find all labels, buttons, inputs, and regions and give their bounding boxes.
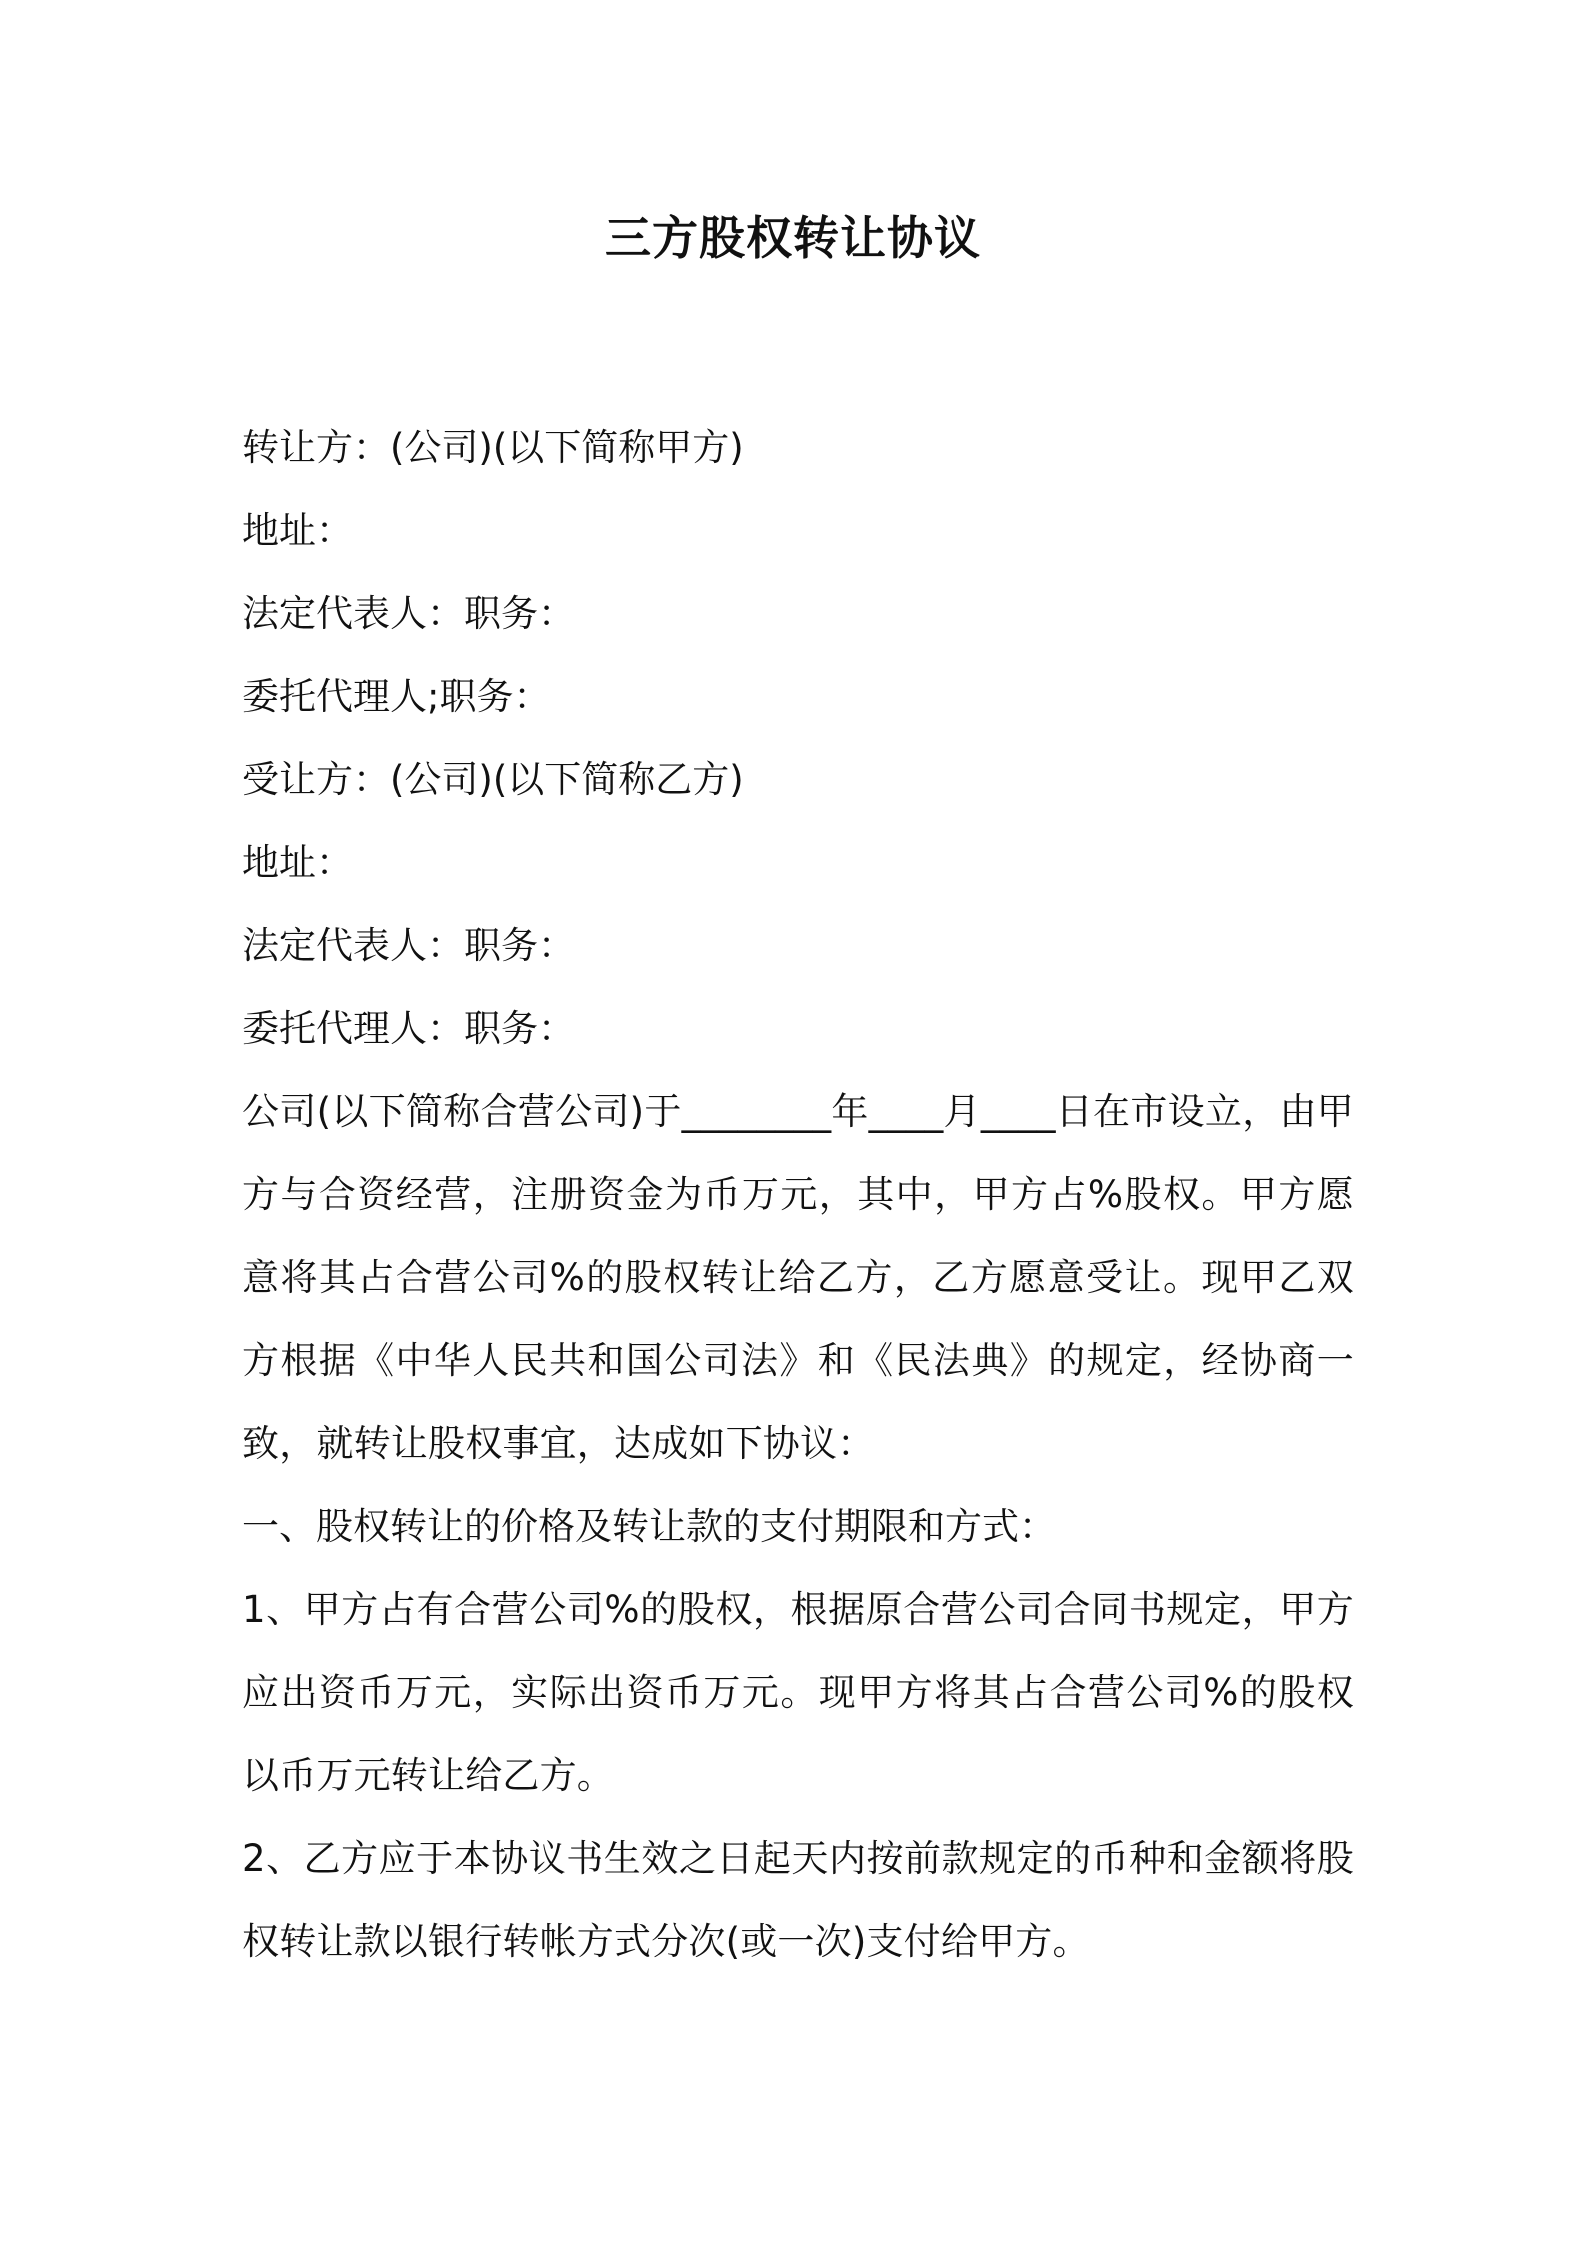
section-1-heading: 一、股权转让的价格及转让款的支付期限和方式：	[242, 1505, 1056, 1548]
section-1-item-2: 2、乙方应于本协议书生效之日起天内按前款规定的币种和金额将股权转让款以银行转帐方式分次(或一次)支付给甲方。	[242, 1837, 1354, 1963]
transferor-line: 转让方：(公司)(以下简称甲方)	[242, 426, 744, 469]
transferor-address: 地址：	[242, 509, 353, 552]
document-body	[242, 406, 1354, 1983]
document-title: 三方股权转让协议	[605, 211, 981, 265]
transferor-legal-rep: 法定代表人：职务：	[242, 592, 575, 635]
transferee-line: 受让方：(公司)(以下简称乙方)	[242, 758, 744, 801]
intro-paragraph: 公司(以下简称合营公司)于________年____月____日在市设立，由甲方与合资经营，注册资金为币万元，其中，甲方占%股权。甲方愿意将其占合营公司%的股权转让给乙方，乙方愿意受让。现甲乙双方根据《中华人民共和国公司法》和《民法典》的规定，经协商一致，就转让股权事宜，达成如下协议：	[242, 1090, 1354, 1465]
transferee-agent: 委托代理人：职务：	[242, 1007, 575, 1050]
section-1-item-1: 1、甲方占有合营公司%的股权，根据原合营公司合同书规定，甲方应出资币万元，实际出资币万元。现甲方将其占合营公司%的股权以币万元转让给乙方。	[242, 1588, 1354, 1797]
transferor-agent: 委托代理人;职务：	[242, 675, 551, 718]
transferee-legal-rep: 法定代表人：职务：	[242, 924, 575, 967]
transferee-address: 地址：	[242, 841, 353, 884]
